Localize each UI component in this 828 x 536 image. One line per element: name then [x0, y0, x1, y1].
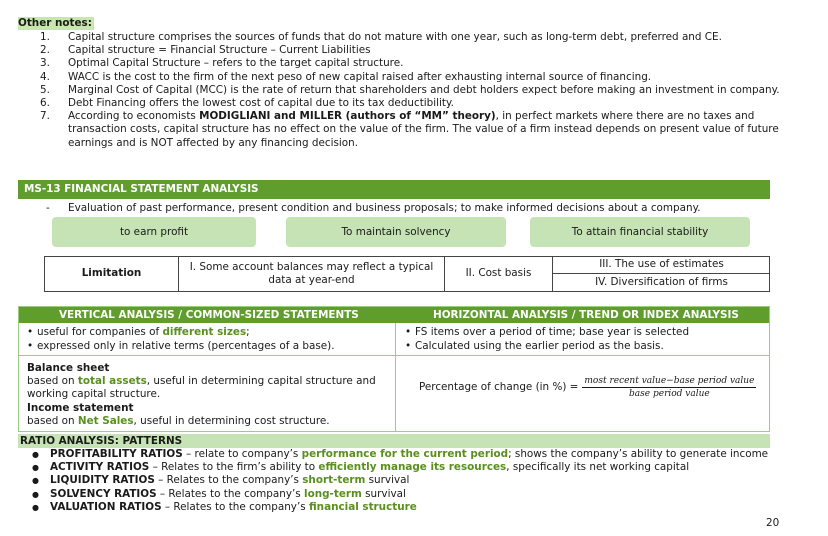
note-text-post: , in perfect markets where there are no taxes and transaction costs, capital structure has no effect on the value of the firm. The value of a firm instead depends on present value of future earnings and is NOT affected by any financing decision.: [68, 110, 779, 149]
ratio-list: [50, 448, 780, 514]
note-item: [40, 84, 788, 97]
text: based on: [27, 375, 78, 388]
note-item: [40, 97, 788, 110]
note-number: 2.: [40, 44, 50, 57]
text: , useful in determining capital structure and working capital structure.: [27, 375, 376, 401]
note-text-bold: MODIGLIANI and MILLER (authors of “MM” theory): [199, 110, 496, 123]
formula-label: Percentage of change (in %) =: [419, 380, 579, 393]
ratio-desc: , specifically its net working capital: [506, 461, 690, 474]
ratio-highlight: efficiently manage its resources: [318, 461, 507, 474]
percentage-change-formula: [419, 375, 756, 400]
ratio-desc: – relate to company’s: [182, 448, 302, 460]
income-statement-title: Income statement: [27, 401, 134, 414]
formula-numerator: most recent value−base period value: [584, 376, 755, 386]
balance-sheet-title: Balance sheet: [27, 362, 110, 374]
note-text: Optimal Capital Structure – refers to the target capital structure.: [68, 57, 404, 70]
other-notes-heading: Other notes:: [18, 17, 94, 30]
horizontal-bullet: • FS items over a period of time; base year is selected: [415, 326, 689, 339]
limitation-item-4: IV. Diversification of firms: [595, 275, 728, 288]
ratio-highlight: short-term: [302, 474, 366, 487]
bullet-highlight: different sizes: [162, 326, 247, 338]
purpose-stability: To attain financial stability: [530, 217, 750, 247]
note-text: Debt Financing offers the lowest cost of capital due to its tax deductibility.: [68, 97, 454, 110]
row-divider: [19, 355, 769, 356]
note-text: Capital structure = Financial Structure – Current Liabilities: [68, 44, 371, 57]
analysis-table: [18, 306, 770, 432]
ratio-name: ACTIVITY RATIOS: [50, 461, 150, 474]
highlight: Net Sales: [77, 414, 134, 427]
column-divider: [395, 323, 396, 431]
vertical-bullet: [37, 326, 250, 339]
ratio-item: [50, 501, 780, 514]
ratio-highlight: long-term: [304, 487, 362, 500]
income-statement-text: [27, 415, 389, 428]
ratio-desc: ; shows the company’s ability to generate income: [508, 448, 769, 460]
text: based on: [27, 414, 78, 427]
ratio-name: PROFITABILITY RATIOS: [50, 448, 183, 460]
note-text: Capital structure comprises the sources of funds that do not mature with one year, such as long-term debt, preferred and CE.: [68, 31, 722, 43]
note-item: [40, 57, 788, 70]
vertical-bullet: • expressed only in relative terms (percentages of a base).: [37, 340, 335, 353]
ratio-name: LIQUIDITY RATIOS: [50, 474, 155, 487]
definition-text: Evaluation of past performance, present condition and business proposals; to make informed decisions about a company.: [68, 202, 701, 214]
ratio-item: [50, 488, 780, 501]
ratio-desc: – Relates to the firm’s ability to: [149, 461, 319, 474]
analysis-table-header: [19, 307, 769, 323]
ratio-name: SOLVENCY RATIOS: [50, 487, 157, 500]
limitation-label: Limitation: [45, 257, 179, 291]
limitation-item-3: III. The use of estimates: [553, 257, 770, 274]
bullet-text: useful for companies of: [37, 326, 163, 338]
note-text: Marginal Cost of Capital (MCC) is the rate of return that shareholders and debt holders expect before making an investment in company.: [68, 83, 780, 96]
note-number: 1.: [40, 31, 50, 43]
ratio-name: VALUATION RATIOS: [50, 500, 162, 513]
page-number: 20: [766, 517, 780, 529]
note-number: 6.: [40, 97, 50, 110]
purpose-profit: to earn profit: [52, 217, 256, 247]
ratio-desc: – Relates to the company’s: [161, 500, 309, 513]
balance-sheet-text: [27, 375, 389, 401]
highlight: total assets: [77, 375, 147, 388]
note-text: WACC is the cost to the firm of the next peso of new capital raised after exhausting internal source of financing.: [68, 70, 652, 83]
ratio-item: [50, 461, 780, 474]
purpose-solvency: To maintain solvency: [286, 217, 506, 247]
note-number: 3.: [40, 57, 50, 70]
section-title-bar: MS-13 FINANCIAL STATEMENT ANALYSIS: [18, 180, 770, 199]
ratio-item: [50, 474, 780, 487]
limitation-item-1: I. Some account balances may reflect a typical data at year-end: [179, 257, 445, 291]
ratio-analysis-heading: RATIO ANALYSIS: PATTERNS: [18, 434, 770, 448]
limitation-table: [44, 256, 770, 292]
note-number: 5.: [40, 83, 50, 96]
vertical-bases: [27, 362, 389, 428]
ratio-highlight: financial structure: [308, 500, 417, 513]
note-item: [40, 31, 788, 44]
note-item: [40, 71, 788, 84]
ratio-desc: – Relates to the company’s: [156, 487, 305, 500]
horizontal-analysis-header: HORIZONTAL ANALYSIS / TREND OR INDEX ANALYSIS: [433, 309, 739, 321]
ratio-desc: survival: [365, 474, 410, 487]
vertical-analysis-header: VERTICAL ANALYSIS / COMMON-SIZED STATEMENTS: [59, 309, 359, 321]
other-notes-list: [40, 31, 788, 150]
ratio-desc: survival: [361, 487, 406, 500]
formula-denominator: base period value: [629, 389, 710, 399]
bullet-text: ;: [246, 326, 250, 338]
limitation-item-2: II. Cost basis: [445, 257, 553, 291]
text: , useful in determining cost structure.: [133, 414, 330, 427]
note-item: [40, 44, 788, 57]
ratio-desc: – Relates to the company’s: [154, 474, 303, 487]
note-number: 4.: [40, 70, 50, 83]
note-item: [40, 110, 788, 150]
note-number: 7.: [40, 110, 50, 123]
horizontal-bullet: • Calculated using the earlier period as the basis.: [415, 340, 664, 353]
ratio-highlight: performance for the current period: [301, 448, 509, 460]
ratio-item: [50, 448, 780, 461]
formula-fraction: [582, 375, 756, 400]
note-text-pre: According to economists: [68, 110, 200, 123]
dash-bullet: -: [46, 202, 50, 214]
